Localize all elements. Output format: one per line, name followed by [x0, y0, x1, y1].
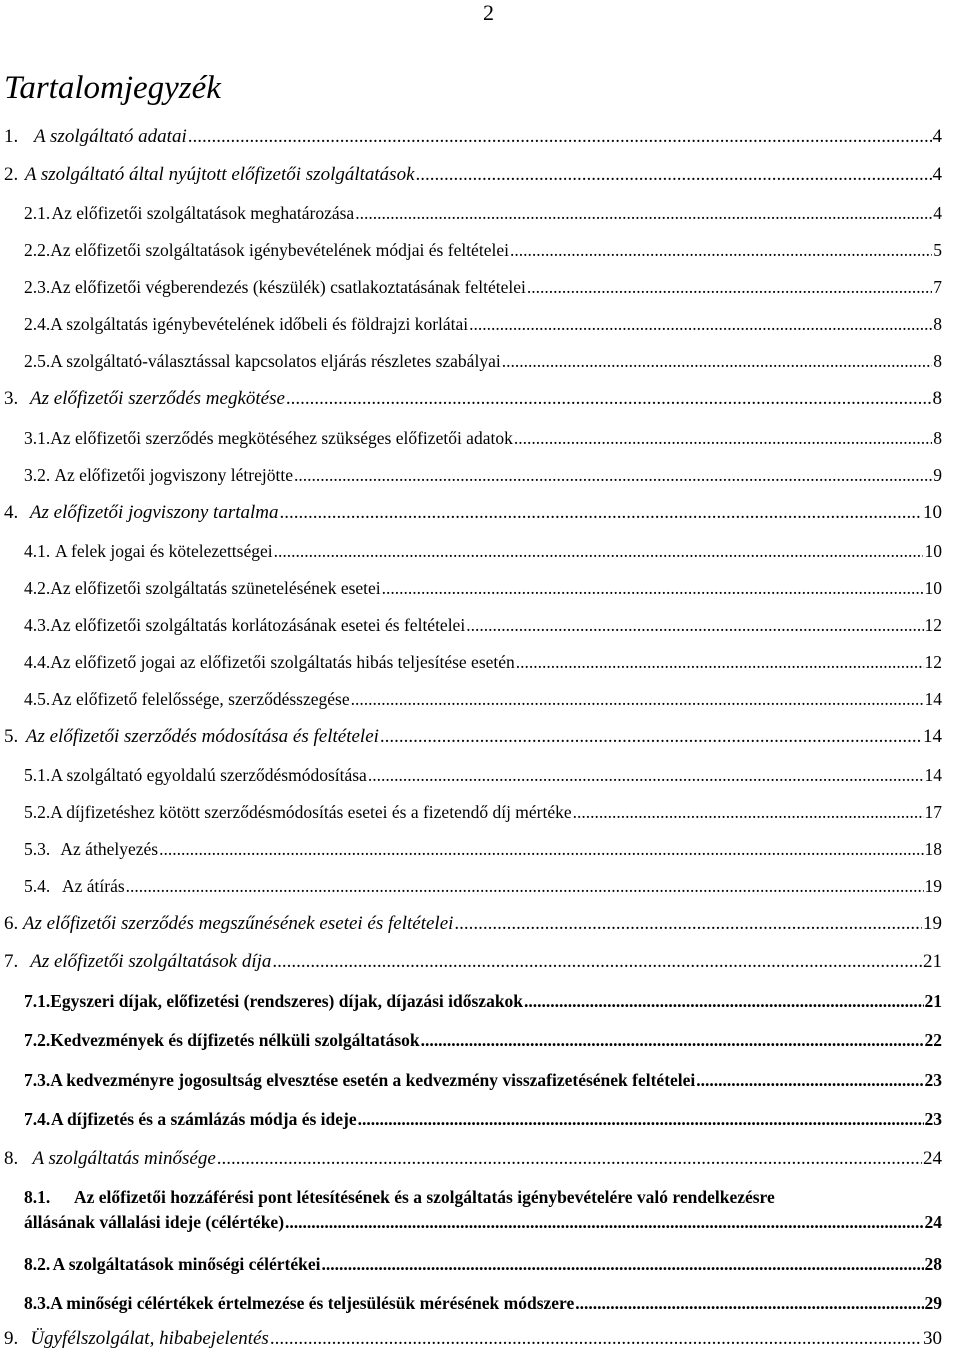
entry-number: 5. [4, 726, 19, 747]
entry-page: 14 [924, 765, 942, 785]
leader-dots [421, 1030, 924, 1051]
leader-dots [217, 1148, 922, 1170]
entry-number: 8.3. [24, 1293, 51, 1313]
entry-title: A felek jogai és kötelezettségei [54, 541, 273, 561]
toc-entry-1[interactable] [4, 126, 942, 148]
entry-number: 8.1. [24, 1187, 51, 1207]
entry-page: 24 [924, 1212, 942, 1232]
entry-title: Az előfizetői jogviszony létrejötte [54, 465, 293, 485]
entry-title: Az előfizetői végberendezés (készülék) csatlakoztatásának feltételei [50, 277, 526, 297]
entry-page: 21 [923, 951, 942, 972]
entry-page: 10 [924, 541, 942, 561]
entry-title: A szolgáltató egyoldalú szerződésmódosítása [50, 765, 367, 785]
toc-entry-7-2[interactable] [24, 1030, 942, 1051]
toc-entry-6[interactable] [4, 913, 942, 935]
entry-number: 4.5. [24, 689, 51, 709]
entry-number: 3.1. [24, 428, 51, 448]
entry-title: Az átírás [61, 876, 125, 896]
entry-page: 4 [933, 203, 942, 223]
entry-title: Kedvezmények és díjfizetés nélküli szolgáltatások [50, 1030, 420, 1050]
entry-number: 2.1. [24, 203, 51, 223]
toc-entry-2-1[interactable] [24, 203, 942, 224]
entry-page: 8 [932, 388, 942, 409]
entry-title: A szolgáltatás minősége [32, 1148, 216, 1169]
leader-dots [575, 1293, 923, 1314]
toc-entry-2-5[interactable] [24, 351, 942, 372]
entry-title-continued: állásának vállalási ideje (célértéke) [24, 1212, 285, 1232]
entry-title: A díjfizetés és a számlázás módja és ideje [50, 1109, 357, 1129]
toc-entry-2-4[interactable] [24, 314, 942, 335]
toc-entry-7-1[interactable] [24, 991, 942, 1012]
entry-title: A szolgáltató adatai [34, 126, 187, 147]
entry-title: Az előfizetői hozzáférési pont létesítésének és a szolgáltatás igénybevételére való rendelkezésre [74, 1187, 775, 1207]
leader-dots [280, 502, 923, 524]
entry-number: 7.3. [24, 1070, 51, 1090]
entry-page: 19 [923, 913, 942, 934]
entry-title: A szolgáltatások minőségi célértékei [52, 1254, 321, 1274]
toc-entry-4[interactable] [4, 502, 942, 524]
entry-number: 2.5. [24, 351, 51, 371]
entry-number: 6. [4, 913, 19, 934]
entry-number: 4. [4, 502, 19, 523]
entry-number: 8.2. [24, 1254, 51, 1274]
toc-entry-4-2[interactable] [24, 578, 942, 599]
toc-entry-9[interactable] [4, 1328, 942, 1350]
leader-dots [126, 876, 924, 897]
entry-number: 4.1. [24, 541, 51, 561]
toc-entry-3-2[interactable] [24, 465, 942, 486]
toc-entry-5-2[interactable] [24, 802, 942, 823]
toc-entry-3-1[interactable] [24, 428, 942, 449]
entry-title: Ügyfélszolgálat, hibabejelentés [30, 1328, 269, 1349]
leader-dots [573, 802, 924, 823]
entry-number: 3.2. [24, 465, 51, 485]
entry-number: 5.2. [24, 802, 51, 822]
entry-page: 29 [924, 1293, 942, 1313]
toc-entry-5-1[interactable] [24, 765, 942, 786]
leader-dots [696, 1070, 923, 1091]
entry-number: 5.1. [24, 765, 51, 785]
leader-dots [274, 541, 924, 562]
entry-title: Az előfizetői szolgáltatás korlátozásának esetei és feltételei [50, 615, 466, 635]
leader-dots [355, 203, 932, 224]
entry-page: 22 [924, 1030, 942, 1050]
entry-page: 17 [924, 802, 942, 822]
entry-number: 7.2. [24, 1030, 51, 1050]
entry-title: Az előfizető jogai az előfizetői szolgáltatás hibás teljesítése esetén [50, 652, 515, 672]
toc-entry-5-3[interactable] [24, 839, 942, 860]
entry-page: 23 [924, 1109, 942, 1129]
entry-title: Az áthelyezés [60, 839, 159, 859]
toc-title: Tartalomjegyzék [4, 70, 221, 106]
toc-entry-2-2[interactable] [24, 240, 942, 261]
leader-dots [527, 277, 932, 298]
entry-title: Az előfizetői jogviszony tartalma [29, 502, 279, 523]
entry-title: Az előfizetői szerződés megkötéséhez szükséges előfizetői adatok [50, 428, 513, 448]
leader-dots [286, 388, 932, 410]
entry-number: 7. [4, 951, 19, 972]
leader-dots [469, 314, 932, 335]
entry-page: 9 [933, 465, 942, 485]
entry-title: A szolgáltatás igénybevételének időbeli és földrajzi korlátai [50, 314, 469, 334]
entry-page: 21 [924, 991, 942, 1011]
leader-dots [514, 428, 932, 449]
entry-page: 5 [933, 240, 942, 260]
entry-page: 14 [923, 726, 942, 747]
entry-page: 8 [933, 314, 942, 334]
leader-dots [351, 689, 924, 710]
toc-entry-7[interactable] [4, 951, 942, 973]
leader-dots [272, 951, 922, 973]
toc-entry-8[interactable] [4, 1148, 942, 1170]
leader-dots [466, 615, 923, 636]
leader-dots [454, 913, 922, 935]
toc-entry-2[interactable] [4, 164, 942, 186]
entry-title: A szolgáltató által nyújtott előfizetői szolgáltatások [24, 164, 415, 185]
leader-dots [159, 839, 923, 860]
entry-title: A szolgáltató-választással kapcsolatos eljárás részletes szabályai [50, 351, 501, 371]
toc-entry-5[interactable] [4, 726, 942, 748]
toc-entry-4-4[interactable] [24, 652, 942, 673]
entry-page: 23 [924, 1070, 942, 1090]
entry-page: 8 [933, 428, 942, 448]
entry-number: 9. [4, 1328, 19, 1349]
leader-dots [188, 126, 932, 148]
toc-entry-2-3[interactable] [24, 277, 942, 298]
leader-dots [382, 578, 924, 599]
entry-number: 3. [4, 388, 19, 409]
entry-number: 7.1. [24, 991, 51, 1011]
entry-page: 14 [924, 689, 942, 709]
entry-page: 19 [924, 876, 942, 896]
entry-page: 18 [924, 839, 942, 859]
entry-number: 4.3. [24, 615, 51, 635]
toc-entry-8-3[interactable] [24, 1293, 942, 1314]
toc-entry-7-3[interactable] [24, 1070, 942, 1091]
toc-entry-8-2[interactable] [24, 1254, 942, 1275]
page-number: 2 [483, 0, 494, 25]
entry-number: 2.2. [24, 240, 51, 260]
entry-title: A kedvezményre jogosultság elvesztése esetén a kedvezmény visszafizetésének feltételei [50, 1070, 696, 1090]
entry-title: Az előfizető felelőssége, szerződésszegése [51, 689, 350, 709]
leader-dots [416, 164, 932, 186]
toc-entry-4-5[interactable] [24, 689, 942, 710]
entry-page: 28 [924, 1254, 942, 1274]
leader-dots [358, 1109, 924, 1130]
leader-dots [368, 765, 924, 786]
entry-title: Az előfizetői szerződés megszűnésének esetei és feltételei [22, 913, 454, 934]
entry-page: 12 [924, 615, 942, 635]
entry-page: 30 [923, 1328, 942, 1349]
entry-page: 4 [932, 126, 942, 147]
leader-dots [380, 726, 922, 748]
toc-entry-4-3[interactable] [24, 615, 942, 636]
entry-number: 5.3. [24, 839, 51, 859]
entry-page: 8 [933, 351, 942, 371]
entry-title: Az előfizetői szerződés megkötése [30, 388, 285, 409]
leader-dots [285, 1212, 923, 1233]
toc-entry-3[interactable] [4, 388, 942, 410]
entry-page: 12 [924, 652, 942, 672]
entry-number: 5.4. [24, 876, 51, 896]
entry-page: 4 [932, 164, 942, 185]
entry-title: Az előfizetői szolgáltatás szünetelésének esetei [50, 578, 381, 598]
entry-number: 1. [4, 126, 19, 147]
entry-title: Az előfizetői szolgáltatások igénybevételének módjai és feltételei [50, 240, 509, 260]
leader-dots [524, 991, 923, 1012]
entry-title: A minőségi célértékek értelmezése és teljesülésük mérésének módszere [50, 1293, 575, 1313]
leader-dots [502, 351, 933, 372]
entry-title: Egyszeri díjak, előfizetési (rendszeres) díjak, díjazási időszakok [50, 991, 524, 1011]
toc-entry-5-4[interactable] [24, 876, 942, 897]
entry-number: 8. [4, 1148, 19, 1169]
toc-entry-7-4[interactable] [24, 1109, 942, 1130]
leader-dots [321, 1254, 923, 1275]
entry-page: 10 [924, 578, 942, 598]
toc-entry-8-1[interactable] [24, 1187, 942, 1233]
entry-title: A díjfizetéshez kötött szerződésmódosítás esetei és a fizetendő díj mértéke [50, 802, 572, 822]
entry-title: Az előfizetői szolgáltatások meghatározása [51, 203, 355, 223]
leader-dots [510, 240, 932, 261]
entry-number: 4.4. [24, 652, 51, 672]
toc-entry-4-1[interactable] [24, 541, 942, 562]
entry-title: Az előfizetői szerződés módosítása és feltételei [25, 726, 379, 747]
entry-page: 10 [923, 502, 942, 523]
leader-dots [294, 465, 932, 486]
entry-number: 2. [4, 164, 19, 185]
entry-number: 7.4. [24, 1109, 51, 1129]
entry-page: 24 [923, 1148, 942, 1169]
entry-number: 2.3. [24, 277, 51, 297]
leader-dots [270, 1328, 922, 1350]
entry-page: 7 [933, 277, 942, 297]
entry-title: Az előfizetői szolgáltatások díja [30, 951, 272, 972]
entry-number: 4.2. [24, 578, 51, 598]
entry-number: 2.4. [24, 314, 51, 334]
leader-dots [516, 652, 924, 673]
